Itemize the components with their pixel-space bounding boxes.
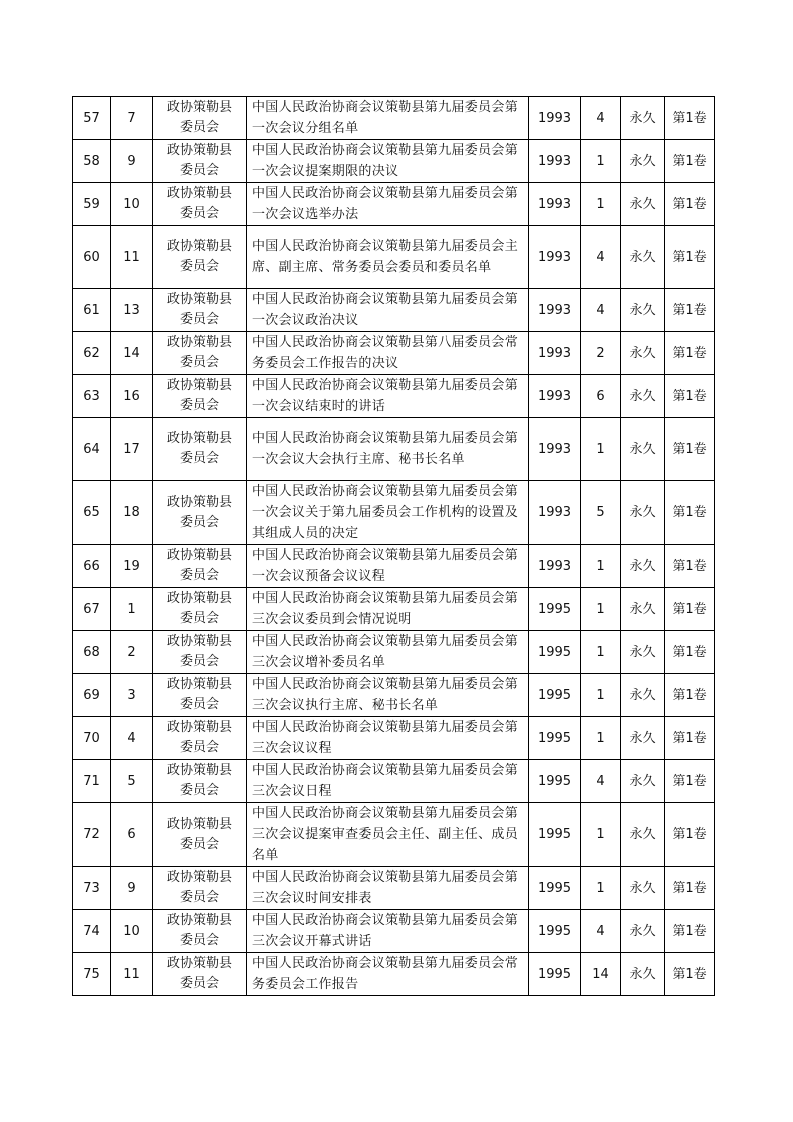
organization-cell: [153, 481, 247, 545]
volume-cell: 第1卷: [665, 674, 715, 717]
title-cell: 中国人民政治协商会议策勒县第九届委员会第一次会议大会执行主席、秘书长名单: [247, 418, 529, 481]
table-body: [73, 97, 715, 996]
year-cell: 1993: [529, 183, 581, 226]
sequence-cell: 65: [73, 481, 111, 545]
organization-cell: [153, 545, 247, 588]
organization-line: 委员会: [179, 611, 219, 626]
document-number-cell: 9: [111, 140, 153, 183]
document-number-cell: 5: [111, 760, 153, 803]
document-number-cell: 9: [111, 867, 153, 910]
document-number-cell: 11: [111, 953, 153, 996]
volume-cell: 第1卷: [665, 717, 715, 760]
title-cell: 中国人民政治协商会议策勒县第九届委员会第一次会议政治决议: [247, 289, 529, 332]
table-row: [73, 97, 715, 140]
volume-cell: 第1卷: [665, 140, 715, 183]
retention-term-cell: 永久: [621, 140, 665, 183]
page-count-cell: 1: [581, 588, 621, 631]
retention-term-cell: 永久: [621, 910, 665, 953]
retention-term-cell: 永久: [621, 418, 665, 481]
organization-line: 政协策勒县: [166, 431, 232, 446]
page-count-cell: 4: [581, 289, 621, 332]
volume-cell: 第1卷: [665, 481, 715, 545]
year-cell: 1995: [529, 631, 581, 674]
page-count-cell: 1: [581, 631, 621, 674]
volume-cell: 第1卷: [665, 953, 715, 996]
organization-line: 委员会: [179, 654, 219, 669]
page-count-cell: 1: [581, 545, 621, 588]
page-count-cell: 1: [581, 183, 621, 226]
year-cell: 1993: [529, 332, 581, 375]
page-count-cell: 1: [581, 140, 621, 183]
organization-cell: [153, 674, 247, 717]
sequence-cell: 59: [73, 183, 111, 226]
page-count-cell: 14: [581, 953, 621, 996]
retention-term-cell: 永久: [621, 545, 665, 588]
volume-cell: 第1卷: [665, 631, 715, 674]
organization-line: 政协策勒县: [166, 816, 232, 832]
title-cell: 中国人民政治协商会议策勒县第九届委员会常务委员会工作报告: [247, 953, 529, 996]
organization-line: 委员会: [179, 890, 219, 905]
retention-term-cell: 永久: [621, 867, 665, 910]
organization-cell: [153, 332, 247, 375]
organization-line: 政协策勒县: [166, 143, 232, 158]
volume-cell: 第1卷: [665, 867, 715, 910]
archive-catalog-table: [72, 96, 715, 996]
table-row: [73, 332, 715, 375]
organization-line: 政协策勒县: [166, 239, 232, 254]
organization-line: 委员会: [179, 355, 219, 370]
organization-cell: [153, 289, 247, 332]
table-row: [73, 545, 715, 588]
volume-cell: 第1卷: [665, 588, 715, 631]
organization-line: 政协策勒县: [166, 591, 232, 606]
volume-cell: 第1卷: [665, 545, 715, 588]
table-row: [73, 674, 715, 717]
sequence-cell: 73: [73, 867, 111, 910]
document-number-cell: 1: [111, 588, 153, 631]
title-cell: 中国人民政治协商会议策勒县第九届委员会第一次会议提案期限的决议: [247, 140, 529, 183]
organization-line: 政协策勒县: [166, 186, 232, 201]
retention-term-cell: 永久: [621, 183, 665, 226]
volume-cell: 第1卷: [665, 183, 715, 226]
retention-term-cell: 永久: [621, 481, 665, 545]
title-cell: 中国人民政治协商会议策勒县第九届委员会第一次会议分组名单: [247, 97, 529, 140]
retention-term-cell: 永久: [621, 375, 665, 418]
organization-line: 政协策勒县: [166, 378, 232, 393]
table-row: [73, 140, 715, 183]
page-count-cell: 4: [581, 910, 621, 953]
retention-term-cell: 永久: [621, 760, 665, 803]
organization-line: 政协策勒县: [166, 956, 232, 971]
table-row: [73, 588, 715, 631]
organization-line: 委员会: [179, 206, 219, 221]
year-cell: 1995: [529, 867, 581, 910]
organization-cell: [153, 588, 247, 631]
organization-line: 委员会: [179, 398, 219, 413]
year-cell: 1993: [529, 140, 581, 183]
table-row: [73, 717, 715, 760]
organization-line: 政协策勒县: [166, 677, 232, 692]
organization-line: 政协策勒县: [166, 913, 232, 928]
year-cell: 1995: [529, 803, 581, 867]
document-number-cell: 7: [111, 97, 153, 140]
organization-line: 政协策勒县: [166, 634, 232, 649]
organization-cell: [153, 953, 247, 996]
sequence-cell: 61: [73, 289, 111, 332]
organization-line: 政协策勒县: [166, 292, 232, 307]
organization-line: 政协策勒县: [166, 335, 232, 350]
title-cell: 中国人民政治协商会议策勒县第九届委员会第三次会议委员到会情况说明: [247, 588, 529, 631]
organization-line: 政协策勒县: [166, 494, 232, 510]
volume-cell: 第1卷: [665, 375, 715, 418]
year-cell: 1993: [529, 375, 581, 418]
table-row: [73, 289, 715, 332]
organization-line: 委员会: [179, 933, 219, 948]
document-number-cell: 19: [111, 545, 153, 588]
organization-cell: [153, 803, 247, 867]
sequence-cell: 67: [73, 588, 111, 631]
organization-line: 委员会: [179, 312, 219, 327]
volume-cell: 第1卷: [665, 97, 715, 140]
volume-cell: 第1卷: [665, 803, 715, 867]
organization-line: 委员会: [179, 740, 219, 755]
organization-cell: [153, 631, 247, 674]
page-count-cell: 1: [581, 418, 621, 481]
retention-term-cell: 永久: [621, 953, 665, 996]
organization-cell: [153, 375, 247, 418]
table-row: [73, 953, 715, 996]
organization-cell: [153, 910, 247, 953]
year-cell: 1993: [529, 97, 581, 140]
page-count-cell: 1: [581, 717, 621, 760]
page-count-cell: 4: [581, 97, 621, 140]
organization-cell: [153, 140, 247, 183]
year-cell: 1995: [529, 588, 581, 631]
retention-term-cell: 永久: [621, 226, 665, 289]
sequence-cell: 71: [73, 760, 111, 803]
retention-term-cell: 永久: [621, 97, 665, 140]
volume-cell: 第1卷: [665, 910, 715, 953]
organization-cell: [153, 760, 247, 803]
organization-line: 委员会: [179, 836, 219, 852]
document-number-cell: 17: [111, 418, 153, 481]
organization-line: 政协策勒县: [166, 870, 232, 885]
retention-term-cell: 永久: [621, 289, 665, 332]
volume-cell: 第1卷: [665, 289, 715, 332]
title-cell: 中国人民政治协商会议策勒县第九届委员会第三次会议开幕式讲话: [247, 910, 529, 953]
organization-line: 政协策勒县: [166, 763, 232, 778]
page-count-cell: 1: [581, 867, 621, 910]
organization-line: 委员会: [179, 451, 219, 466]
sequence-cell: 70: [73, 717, 111, 760]
table-row: [73, 631, 715, 674]
sequence-cell: 60: [73, 226, 111, 289]
retention-term-cell: 永久: [621, 588, 665, 631]
table-row: [73, 481, 715, 545]
sequence-cell: 58: [73, 140, 111, 183]
table-row: [73, 867, 715, 910]
organization-line: 委员会: [179, 259, 219, 274]
page-count-cell: 2: [581, 332, 621, 375]
table-row: [73, 375, 715, 418]
document-number-cell: 2: [111, 631, 153, 674]
page-count-cell: 5: [581, 481, 621, 545]
organization-cell: [153, 226, 247, 289]
organization-line: 委员会: [179, 163, 219, 178]
organization-line: 委员会: [179, 976, 219, 991]
page-count-cell: 4: [581, 226, 621, 289]
year-cell: 1995: [529, 953, 581, 996]
title-cell: 中国人民政治协商会议策勒县第九届委员会第一次会议预备会议议程: [247, 545, 529, 588]
year-cell: 1995: [529, 674, 581, 717]
title-cell: 中国人民政治协商会议策勒县第九届委员会第一次会议选举办法: [247, 183, 529, 226]
organization-line: 政协策勒县: [166, 720, 232, 735]
organization-line: 委员会: [179, 783, 219, 798]
title-cell: 中国人民政治协商会议策勒县第九届委员会第一次会议结束时的讲话: [247, 375, 529, 418]
year-cell: 1995: [529, 717, 581, 760]
document-number-cell: 16: [111, 375, 153, 418]
document-number-cell: 6: [111, 803, 153, 867]
table-row: [73, 803, 715, 867]
retention-term-cell: 永久: [621, 717, 665, 760]
organization-cell: [153, 418, 247, 481]
title-cell: 中国人民政治协商会议策勒县第九届委员会第三次会议执行主席、秘书长名单: [247, 674, 529, 717]
organization-line: 委员会: [179, 514, 219, 530]
year-cell: 1995: [529, 760, 581, 803]
organization-line: 委员会: [179, 568, 219, 583]
sequence-cell: 68: [73, 631, 111, 674]
organization-cell: [153, 867, 247, 910]
table-row: [73, 183, 715, 226]
sequence-cell: 63: [73, 375, 111, 418]
title-cell: 中国人民政治协商会议策勒县第八届委员会常务委员会工作报告的决议: [247, 332, 529, 375]
document-number-cell: 3: [111, 674, 153, 717]
organization-cell: [153, 183, 247, 226]
document-number-cell: 4: [111, 717, 153, 760]
document-number-cell: 11: [111, 226, 153, 289]
page-count-cell: 6: [581, 375, 621, 418]
retention-term-cell: 永久: [621, 332, 665, 375]
retention-term-cell: 永久: [621, 674, 665, 717]
table-row: [73, 418, 715, 481]
organization-cell: [153, 97, 247, 140]
page-count-cell: 4: [581, 760, 621, 803]
year-cell: 1993: [529, 226, 581, 289]
volume-cell: 第1卷: [665, 760, 715, 803]
retention-term-cell: 永久: [621, 631, 665, 674]
title-cell: 中国人民政治协商会议策勒县第九届委员会第三次会议时间安排表: [247, 867, 529, 910]
title-cell: 中国人民政治协商会议策勒县第九届委员会主席、副主席、常务委员会委员和委员名单: [247, 226, 529, 289]
sequence-cell: 69: [73, 674, 111, 717]
organization-line: 政协策勒县: [166, 548, 232, 563]
year-cell: 1993: [529, 289, 581, 332]
table-row: [73, 760, 715, 803]
title-cell: 中国人民政治协商会议策勒县第九届委员会第三次会议议程: [247, 717, 529, 760]
organization-line: 政协策勒县: [166, 100, 232, 115]
document-number-cell: 18: [111, 481, 153, 545]
sequence-cell: 74: [73, 910, 111, 953]
title-cell: 中国人民政治协商会议策勒县第九届委员会第三次会议日程: [247, 760, 529, 803]
year-cell: 1993: [529, 545, 581, 588]
table-row: [73, 226, 715, 289]
page-count-cell: 1: [581, 803, 621, 867]
sequence-cell: 72: [73, 803, 111, 867]
document-number-cell: 10: [111, 183, 153, 226]
sequence-cell: 57: [73, 97, 111, 140]
volume-cell: 第1卷: [665, 226, 715, 289]
document-number-cell: 13: [111, 289, 153, 332]
year-cell: 1995: [529, 910, 581, 953]
title-cell: 中国人民政治协商会议策勒县第九届委员会第三次会议增补委员名单: [247, 631, 529, 674]
year-cell: 1993: [529, 418, 581, 481]
document-number-cell: 10: [111, 910, 153, 953]
title-cell: 中国人民政治协商会议策勒县第九届委员会第三次会议提案审查委员会主任、副主任、成员名单: [247, 803, 529, 867]
retention-term-cell: 永久: [621, 803, 665, 867]
table-row: [73, 910, 715, 953]
year-cell: 1993: [529, 481, 581, 545]
sequence-cell: 75: [73, 953, 111, 996]
page-count-cell: 1: [581, 674, 621, 717]
sequence-cell: 64: [73, 418, 111, 481]
title-cell: 中国人民政治协商会议策勒县第九届委员会第一次会议关于第九届委员会工作机构的设置及其组成人员的决定: [247, 481, 529, 545]
volume-cell: 第1卷: [665, 332, 715, 375]
organization-cell: [153, 717, 247, 760]
sequence-cell: 66: [73, 545, 111, 588]
document-number-cell: 14: [111, 332, 153, 375]
organization-line: 委员会: [179, 697, 219, 712]
organization-line: 委员会: [179, 120, 219, 135]
sequence-cell: 62: [73, 332, 111, 375]
volume-cell: 第1卷: [665, 418, 715, 481]
